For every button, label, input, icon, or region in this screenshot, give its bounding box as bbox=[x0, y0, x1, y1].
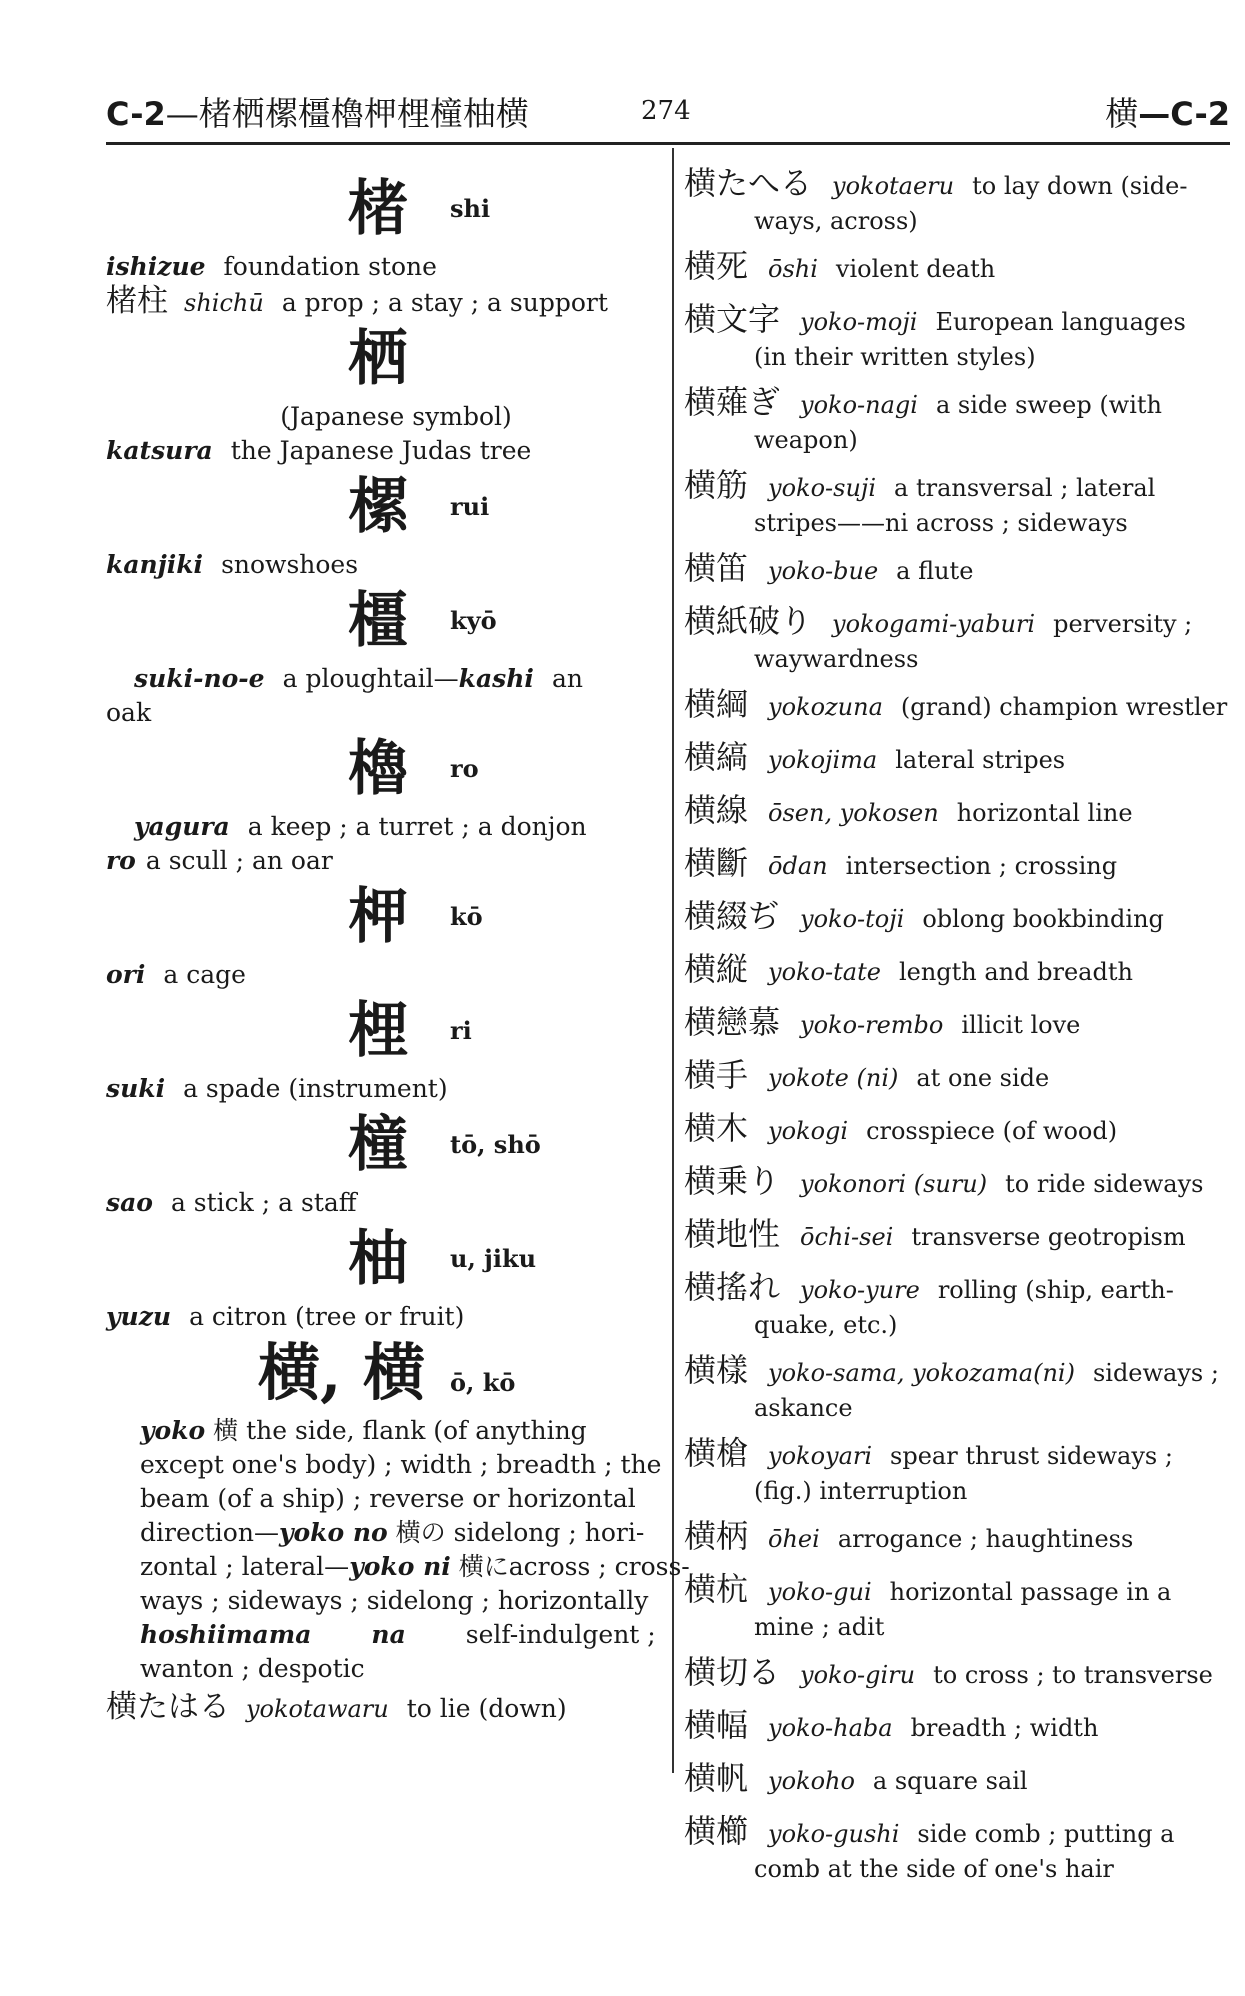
headword-kanji: 橿 bbox=[348, 586, 408, 656]
entry-head bbox=[684, 737, 1230, 780]
headword-reading: shi bbox=[450, 194, 491, 223]
kanji-heading bbox=[106, 586, 656, 662]
entry-definition: to lie (down) bbox=[406, 1694, 567, 1723]
kanji-heading bbox=[106, 1110, 656, 1186]
yoko-line bbox=[140, 1516, 656, 1550]
kanji-heading bbox=[106, 174, 656, 250]
dictionary-entry bbox=[684, 1108, 1230, 1151]
entry-romaji: suki bbox=[106, 1074, 166, 1103]
dictionary-entry bbox=[684, 1350, 1230, 1423]
entry-text: self-indulgent ; bbox=[465, 1620, 656, 1649]
entry-head bbox=[684, 1214, 1230, 1257]
section-code-right: —C-2 bbox=[1138, 95, 1230, 133]
entry-definition: at one side bbox=[916, 1064, 1050, 1092]
entry-head bbox=[684, 843, 1230, 886]
entry-romaji: yoko-suji bbox=[768, 474, 877, 502]
entry-definition: a transversal ; lateral bbox=[894, 474, 1156, 502]
entry-kanji: 横幅 bbox=[684, 1706, 749, 1744]
entry-romaji: ishizue bbox=[106, 252, 206, 281]
entry-romaji: yoko-giru bbox=[800, 1661, 916, 1689]
entry-romaji: yuzu bbox=[106, 1302, 172, 1331]
entry-romaji: yoko-moji bbox=[800, 308, 918, 336]
entry-definition: crosspiece (of wood) bbox=[866, 1117, 1118, 1145]
yoko-line: ways ; sideways ; sidelong ; horizontally bbox=[140, 1586, 649, 1615]
section-code: C-2 bbox=[106, 95, 166, 133]
entry-definition: length and breadth bbox=[898, 958, 1133, 986]
yoko-line: wanton ; despotic bbox=[140, 1654, 365, 1683]
entry-romaji: yoko-toji bbox=[800, 905, 905, 933]
dictionary-entry bbox=[684, 1811, 1230, 1884]
headword-kanji: 柙 bbox=[348, 882, 408, 952]
entry-romaji: yoko-sama, yokozama(ni) bbox=[768, 1359, 1075, 1387]
entry-romaji: yoko-gushi bbox=[768, 1820, 900, 1848]
entry-head bbox=[684, 1055, 1230, 1098]
entry-kanji: 横綴ぢ bbox=[684, 897, 781, 935]
entry-definition: a keep ; a turret ; a donjon bbox=[247, 812, 587, 841]
entry-romaji: yoko no bbox=[278, 1518, 388, 1547]
entry-romaji: yoko-bue bbox=[768, 557, 879, 585]
dictionary-entry bbox=[684, 1214, 1230, 1257]
yoko-entry bbox=[106, 1414, 690, 1686]
dictionary-entry bbox=[684, 1161, 1230, 1204]
entry-definition: a cage bbox=[163, 960, 246, 989]
entry-romaji: yokogi bbox=[768, 1117, 849, 1145]
header-kanji: 横 bbox=[1105, 94, 1139, 133]
entry-romaji: ōchi-sei bbox=[800, 1223, 894, 1251]
headword-reading: u, jiku bbox=[450, 1244, 537, 1273]
dictionary-entry bbox=[684, 1267, 1230, 1340]
entry-definition: perversity ; bbox=[1053, 610, 1193, 638]
entry-definition: European languages bbox=[935, 308, 1186, 336]
entry bbox=[106, 548, 656, 582]
entry-definition: to lay down (side- bbox=[972, 172, 1188, 200]
dictionary-entry bbox=[684, 1055, 1230, 1098]
entry-definition: a spade (instrument) bbox=[183, 1074, 448, 1103]
dictionary-entry bbox=[684, 1569, 1230, 1642]
entry-kanji: 横縦 bbox=[684, 950, 749, 988]
entry-head bbox=[684, 299, 1230, 342]
entry-definition: the side, flank (of anything bbox=[246, 1416, 587, 1445]
entry-definition: a prop ; a stay ; a support bbox=[281, 288, 608, 317]
entry-kanji: 横槍 bbox=[684, 1434, 749, 1472]
entry bbox=[106, 434, 656, 468]
entry-romaji: yokonori (suru) bbox=[800, 1170, 988, 1198]
header-kanji-range: —楮栖樏橿櫓柙梩橦柚横 bbox=[165, 94, 529, 133]
entry-kanji: 横木 bbox=[684, 1109, 749, 1147]
entry-definition: lateral stripes bbox=[895, 746, 1066, 774]
entry bbox=[106, 284, 656, 320]
entry bbox=[106, 662, 656, 696]
entry-romaji: ōdan bbox=[768, 852, 828, 880]
entry bbox=[106, 1690, 656, 1726]
entry-kanji: 横たはる bbox=[106, 1689, 230, 1725]
entry-definition: intersection ; crossing bbox=[845, 852, 1118, 880]
headword-kanji: 栖 bbox=[348, 324, 408, 394]
entry-head bbox=[684, 896, 1230, 939]
entry-romaji: yokoho bbox=[768, 1767, 855, 1795]
entry-definition: a citron (tree or fruit) bbox=[189, 1302, 465, 1331]
right-column bbox=[684, 163, 1230, 1894]
entry-head bbox=[684, 465, 1230, 508]
column-divider bbox=[672, 148, 674, 1773]
entry-kanji: 横綱 bbox=[684, 685, 749, 723]
kanji-heading bbox=[106, 882, 656, 958]
entry bbox=[106, 1300, 656, 1334]
dictionary-entry bbox=[684, 896, 1230, 939]
entry-kanji-inline: 横 bbox=[213, 1416, 239, 1445]
dictionary-entry bbox=[684, 382, 1230, 455]
dictionary-entry bbox=[684, 737, 1230, 780]
headword-kanji: 梩 bbox=[348, 996, 408, 1066]
entry-kanji: 横帆 bbox=[684, 1759, 749, 1797]
headword-kanji: 楮 bbox=[348, 174, 408, 244]
dictionary-entry bbox=[684, 1652, 1230, 1695]
entry-definition: arrogance ; haughtiness bbox=[837, 1525, 1134, 1553]
entry-romaji: sao bbox=[106, 1188, 153, 1217]
entry-romaji: yoko-yure bbox=[800, 1276, 920, 1304]
headword-reading: ro bbox=[450, 754, 479, 783]
entry-romaji: yagura bbox=[134, 812, 230, 841]
headword-kanji: 柚 bbox=[348, 1224, 408, 1294]
entry-kanji: 横文字 bbox=[684, 300, 781, 338]
yoko-line: except one's body) ; width ; breadth ; the bbox=[140, 1450, 662, 1479]
entry-definition: a stick ; a staff bbox=[170, 1188, 357, 1217]
entry bbox=[106, 1186, 656, 1220]
entry-definition: a side sweep (with bbox=[935, 391, 1163, 419]
entry-romaji: ro bbox=[106, 846, 136, 875]
kanji-heading bbox=[106, 324, 656, 400]
kanji-heading bbox=[106, 734, 656, 810]
dictionary-entry bbox=[684, 1433, 1230, 1506]
entry-definition: breadth ; width bbox=[910, 1714, 1099, 1742]
entry-head bbox=[684, 163, 1230, 206]
entry-romaji: yokotaeru bbox=[832, 172, 955, 200]
entry-text: across ; cross- bbox=[508, 1552, 690, 1581]
entry-definition: a ploughtail— bbox=[282, 664, 459, 693]
entry-head bbox=[684, 1758, 1230, 1801]
entry bbox=[106, 958, 656, 992]
entry-kanji: 横切る bbox=[684, 1653, 781, 1691]
entry-definition: transverse geotropism bbox=[911, 1223, 1186, 1251]
entry-kanji: 横杭 bbox=[684, 1570, 749, 1608]
dictionary-entry bbox=[684, 1002, 1230, 1045]
entry-head bbox=[684, 1652, 1230, 1695]
header-rule bbox=[106, 142, 1230, 145]
entry-continuation: askance bbox=[754, 1394, 853, 1422]
entry-romaji: shichū bbox=[184, 289, 264, 317]
entry-romaji: yoko-nagi bbox=[800, 391, 918, 419]
entry-definition: a scull ; an oar bbox=[145, 846, 333, 875]
entry-head bbox=[684, 601, 1230, 644]
entry-romaji-secondary: kashi bbox=[458, 664, 534, 693]
entry-definition: rolling (ship, earth- bbox=[937, 1276, 1174, 1304]
entry-definition: oblong bookbinding bbox=[922, 905, 1164, 933]
kanji-heading bbox=[106, 472, 656, 548]
entry-kanji-inline: 横の bbox=[395, 1518, 446, 1547]
entry-romaji: kanjiki bbox=[106, 550, 204, 579]
entry-continuation: weapon) bbox=[754, 426, 858, 454]
left-column bbox=[106, 170, 690, 1726]
headword-kanji: 櫓 bbox=[348, 734, 408, 804]
headword-reading: kō bbox=[450, 902, 483, 931]
entry-head bbox=[684, 246, 1230, 289]
entry-kanji: 横戀慕 bbox=[684, 1003, 781, 1041]
entry-head bbox=[684, 790, 1230, 833]
entry-kanji: 横縞 bbox=[684, 738, 749, 776]
entry-kanji: 横薙ぎ bbox=[684, 383, 781, 421]
entry-head bbox=[684, 1705, 1230, 1748]
entry-head bbox=[684, 1267, 1230, 1310]
dictionary-entry bbox=[684, 1516, 1230, 1559]
entry-head bbox=[684, 1108, 1230, 1151]
symbol-note: (Japanese symbol) bbox=[280, 402, 512, 431]
entry-head bbox=[684, 1433, 1230, 1476]
headword-reading: ri bbox=[450, 1016, 472, 1045]
entry-romaji: yokozuna bbox=[768, 693, 883, 721]
dictionary-entry bbox=[684, 1758, 1230, 1801]
dictionary-entry bbox=[684, 163, 1230, 236]
entry bbox=[106, 1072, 656, 1106]
entry-definition: foundation stone bbox=[223, 252, 437, 281]
entry-kanji: 横筋 bbox=[684, 466, 749, 504]
entry-continuation: mine ; adit bbox=[754, 1613, 885, 1641]
entry-kanji: 楮柱 bbox=[106, 283, 168, 319]
entry-definition: a flute bbox=[896, 557, 974, 585]
entry-kanji: 横斷 bbox=[684, 844, 749, 882]
dictionary-entry bbox=[684, 601, 1230, 674]
entry-romaji: yokote (ni) bbox=[768, 1064, 899, 1092]
headword-reading: tō, shō bbox=[450, 1130, 541, 1159]
entry-definition: illicit love bbox=[961, 1011, 1081, 1039]
headword-reading: rui bbox=[450, 492, 490, 521]
entry-text: zontal ; lateral— bbox=[140, 1552, 350, 1581]
entry-romaji: katsura bbox=[106, 436, 213, 465]
entry-head bbox=[684, 1516, 1230, 1559]
entry-head bbox=[684, 1569, 1230, 1612]
entry-kanji: 横乗り bbox=[684, 1162, 781, 1200]
entry-head bbox=[684, 949, 1230, 992]
entry-definition: (grand) champion wrestler bbox=[900, 693, 1228, 721]
yoko-line bbox=[140, 1550, 690, 1584]
entry-romaji: ori bbox=[106, 960, 146, 989]
entry-romaji: hoshiimama bbox=[140, 1620, 312, 1649]
header-left bbox=[106, 88, 529, 135]
entry-romaji: ōshi bbox=[768, 255, 818, 283]
yoko-line bbox=[140, 1414, 656, 1448]
entry-romaji: yoko-haba bbox=[768, 1714, 893, 1742]
dictionary-entry bbox=[684, 548, 1230, 591]
entry bbox=[106, 844, 656, 878]
dictionary-entry bbox=[684, 246, 1230, 289]
entry-head bbox=[684, 1811, 1230, 1854]
dictionary-entry bbox=[684, 790, 1230, 833]
entry-definition: horizontal passage in a bbox=[889, 1578, 1172, 1606]
entry-romaji: yokotawaru bbox=[246, 1695, 389, 1723]
entry-head bbox=[684, 382, 1230, 425]
entry-head bbox=[684, 548, 1230, 591]
entry-kanji: 横搖れ bbox=[684, 1268, 781, 1306]
entry-kanji: 横笛 bbox=[684, 549, 749, 587]
page-number: 274 bbox=[641, 96, 691, 126]
entry-kanji: 横紙破り bbox=[684, 602, 813, 640]
dictionary-entry bbox=[684, 843, 1230, 886]
entry-romaji: na bbox=[371, 1620, 406, 1649]
dictionary-entry bbox=[684, 949, 1230, 992]
entry-kanji: 横櫛 bbox=[684, 1812, 749, 1850]
dictionary-entry bbox=[684, 1705, 1230, 1748]
headword-kanji: 横, 横 bbox=[258, 1336, 426, 1409]
entry-continuation: quake, etc.) bbox=[754, 1311, 898, 1339]
entry-kanji: 横地性 bbox=[684, 1215, 781, 1253]
entry-definition: horizontal line bbox=[956, 799, 1133, 827]
page-header bbox=[106, 88, 1230, 140]
entry-kanji-inline: 横に bbox=[458, 1552, 509, 1581]
entry-kanji: 横樣 bbox=[684, 1351, 749, 1389]
entry-definition: spear thrust sideways ; bbox=[890, 1442, 1173, 1470]
yoko-line: beam (of a ship) ; reverse or horizontal bbox=[140, 1484, 636, 1513]
entry-continuation: ways, across) bbox=[754, 207, 918, 235]
entry-romaji: ōsen, yokosen bbox=[768, 799, 939, 827]
entry-romaji: yoko-tate bbox=[768, 958, 881, 986]
entry-text: sidelong ; hori- bbox=[453, 1518, 645, 1547]
yoko-line bbox=[140, 1618, 656, 1652]
entry-kanji: 横死 bbox=[684, 247, 749, 285]
entry-continuation: comb at the side of one's hair bbox=[754, 1855, 1114, 1883]
entry-romaji: yoko bbox=[140, 1416, 206, 1445]
kanji-heading bbox=[106, 1338, 656, 1414]
entry-romaji: yokogami-yaburi bbox=[832, 610, 1036, 638]
dictionary-entry bbox=[684, 465, 1230, 538]
entry bbox=[106, 810, 656, 844]
entry-romaji: yokojima bbox=[768, 746, 878, 774]
entry-head bbox=[684, 1350, 1230, 1393]
dictionary-entry bbox=[684, 299, 1230, 372]
entry-definition: sideways ; bbox=[1092, 1359, 1219, 1387]
entry-romaji: yoko ni bbox=[349, 1552, 451, 1581]
entry-romaji: yoko-gui bbox=[768, 1578, 872, 1606]
entry-definition: violent death bbox=[835, 255, 996, 283]
entry-kanji: 横線 bbox=[684, 791, 749, 829]
entry-head bbox=[684, 1161, 1230, 1204]
entry-romaji: suki-no-e bbox=[134, 664, 265, 693]
entry-romaji: yoko-rembo bbox=[800, 1011, 944, 1039]
entry-continuation: (fig.) interruption bbox=[754, 1477, 968, 1505]
entry-continuation: waywardness bbox=[754, 645, 919, 673]
entry-definition: side comb ; putting a bbox=[917, 1820, 1175, 1848]
entry-head bbox=[684, 1002, 1230, 1045]
entry-continuation: oak bbox=[106, 698, 152, 727]
kanji-heading bbox=[106, 996, 656, 1072]
entry-definition: to ride sideways bbox=[1005, 1170, 1204, 1198]
entry-romaji: yokoyari bbox=[768, 1442, 873, 1470]
dictionary-entry bbox=[684, 684, 1230, 727]
entry-definition-tail: an bbox=[551, 664, 583, 693]
entry-definition: the Japanese Judas tree bbox=[230, 436, 532, 465]
headword-reading: kyō bbox=[450, 606, 497, 635]
entry-kanji: 横手 bbox=[684, 1056, 749, 1094]
kanji-heading bbox=[106, 1224, 656, 1300]
entry-definition: snowshoes bbox=[221, 550, 359, 579]
entry-definition: to cross ; to transverse bbox=[933, 1661, 1213, 1689]
entry-continuation: stripes——ni across ; sideways bbox=[754, 509, 1128, 537]
headword-kanji: 樏 bbox=[348, 472, 408, 542]
header-right bbox=[1105, 88, 1230, 135]
entry-text: direction— bbox=[140, 1518, 279, 1547]
entry-head bbox=[684, 684, 1230, 727]
entry-definition: a square sail bbox=[872, 1767, 1028, 1795]
entry-kanji: 横たへる bbox=[684, 164, 813, 202]
headword-kanji: 橦 bbox=[348, 1110, 408, 1180]
entry-romaji: ōhei bbox=[768, 1525, 820, 1553]
headword-reading: ō, kō bbox=[450, 1368, 516, 1397]
entry-continuation: (in their written styles) bbox=[754, 343, 1036, 371]
entry-kanji: 横柄 bbox=[684, 1517, 749, 1555]
entry bbox=[106, 250, 656, 284]
